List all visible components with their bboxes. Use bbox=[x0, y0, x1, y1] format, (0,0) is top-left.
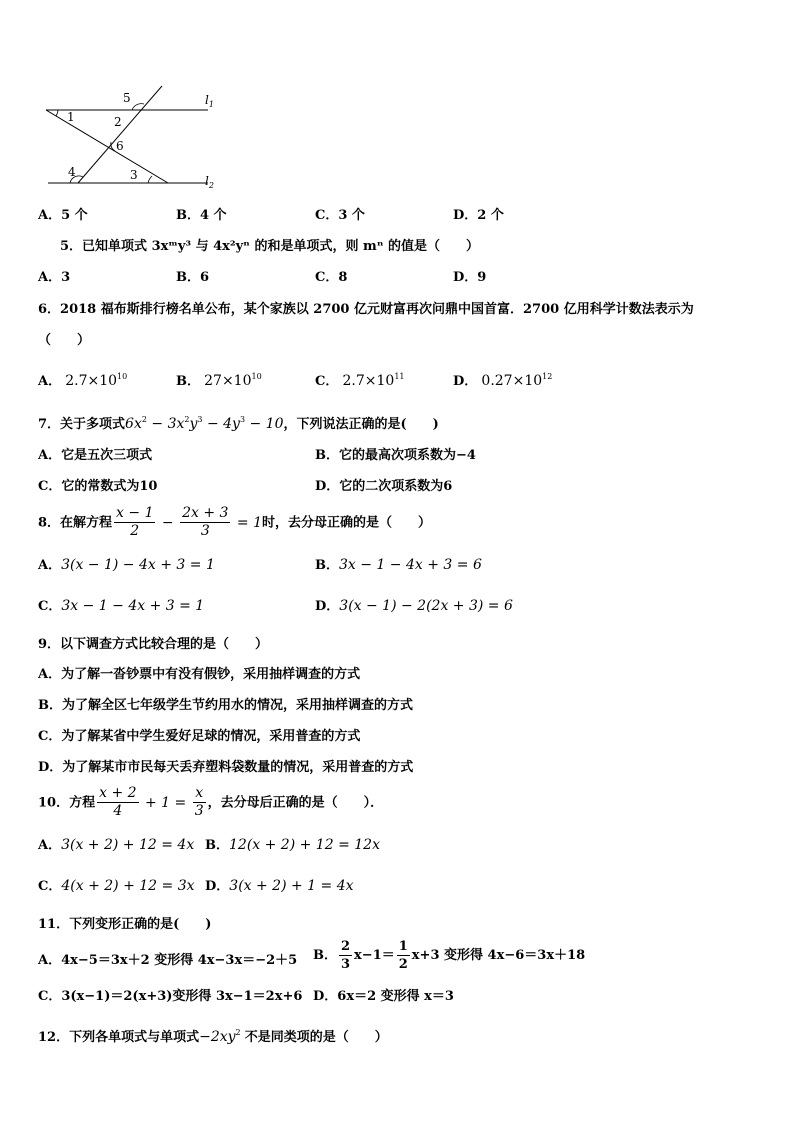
q4-option-d: D．2 个 bbox=[453, 208, 504, 223]
q9-option-a: A．为了解一沓钞票中有没有假钞，采用抽样调查的方式 bbox=[38, 667, 361, 682]
q6-option-c: C． $2.7\times 10^{11}$ bbox=[315, 372, 405, 389]
angle-label-3: 3 bbox=[130, 168, 138, 182]
parallel-lines-figure bbox=[40, 84, 230, 194]
q8-option-d: D．3(x − 1) − 2(2x + 3) = 6 bbox=[315, 598, 513, 614]
q7-option-d: D．它的二次项系数为6 bbox=[315, 479, 453, 494]
q6-option-b: B． $27\times 10^{10}$ bbox=[176, 372, 262, 389]
q10-option-a: A．3(x + 2) + 12 = 4x bbox=[38, 837, 195, 853]
q9-option-b: B．为了解全区七年级学生节约用水的情况，采用抽样调查的方式 bbox=[38, 698, 413, 713]
q4-option-c: C．3 个 bbox=[315, 208, 365, 223]
q8-stem: 8．在解方程 $\frac{x - 1}{2}$ − $\frac{2x + 3}{3}$ = 1时，去分母正确的是（ ） bbox=[38, 505, 432, 539]
angle-label-2: 2 bbox=[114, 115, 122, 129]
line-label-l2: $l_2$ bbox=[205, 174, 214, 190]
q11-option-a: A．4x−5＝3x＋2 变形得 4x−3x＝−2＋5 bbox=[38, 953, 298, 968]
q5-option-b: B．6 bbox=[176, 270, 210, 285]
q8-option-b: B．3x − 1 − 4x + 3 = 6 bbox=[315, 557, 482, 573]
q11-option-d: D．6x＝2 变形得 x＝3 bbox=[313, 989, 454, 1004]
q6-stem-line2: （ ） bbox=[38, 333, 91, 348]
q11-stem: 11．下列变形正确的是( ) bbox=[38, 917, 212, 932]
q5-option-c: C．8 bbox=[315, 270, 348, 285]
q10-stem: 10．方程 $\frac{x + 2}{4}$ + 1 = $\frac{x}{3}$ ，去分母后正确的是（ ）． bbox=[38, 785, 384, 819]
q7-stem: 7．关于多项式$6x^2 - 3x^2y^3 - 4y^3 - 10$，下列说法正确的是( ) bbox=[38, 415, 439, 432]
q4-option-a: A．5 个 bbox=[38, 208, 88, 223]
transversal-2 bbox=[78, 86, 162, 183]
q6-option-d: D． $0.27\times 10^{12}$ bbox=[453, 372, 553, 389]
angle-label-5: 5 bbox=[123, 91, 131, 105]
q10-option-c: C．4(x + 2) + 12 = 3x bbox=[38, 878, 195, 894]
q5-stem: 5．已知单项式 3xᵐy³ 与 4x²yⁿ 的和是单项式，则 mⁿ 的值是（ ） bbox=[60, 239, 480, 254]
q11-option-b: B． $\frac{2}{3}$ x−1＝ $\frac{1}{2}$ x+3 变形得 4x−6＝3x＋18 bbox=[313, 939, 586, 972]
angle-label-1: 1 bbox=[67, 110, 75, 124]
q6-stem-line1: 6．2018 福布斯排行榜名单公布，某个家族以 2700 亿元财富再次问鼎中国首富．2700 亿用科学计数法表示为 bbox=[38, 302, 694, 317]
q6-option-a: A． $2.7\times 10^{10}$ bbox=[38, 372, 128, 389]
q5-option-d: D．9 bbox=[453, 270, 487, 285]
angle-label-4: 4 bbox=[68, 165, 76, 179]
q7-polynomial: $6x^2 - 3x^2y^3 - 4y^3 - 10$ bbox=[125, 415, 284, 432]
q10-option-b: B．12(x + 2) + 12 = 12x bbox=[205, 837, 380, 853]
angle-arc-1 bbox=[56, 110, 58, 116]
q7-option-a: A．它是五次三项式 bbox=[38, 448, 153, 463]
q10-option-d: D．3(x + 2) + 1 = 4x bbox=[205, 878, 354, 894]
transversal-1 bbox=[46, 110, 168, 183]
q8-option-c: C．3x − 1 − 4x + 3 = 1 bbox=[38, 598, 205, 614]
q7-option-b: B．它的最高次项系数为−4 bbox=[315, 448, 476, 463]
q9-option-c: C．为了解某省中学生爱好足球的情况，采用普查的方式 bbox=[38, 729, 361, 744]
q4-option-b: B．4 个 bbox=[176, 208, 227, 223]
q9-stem: 9．以下调查方式比较合理的是（ ） bbox=[38, 637, 269, 652]
q5-option-a: A．3 bbox=[38, 270, 71, 285]
q11-option-c: C．3(x−1)＝2(x+3)变形得 3x−1＝2x+6 bbox=[38, 989, 303, 1004]
q12-stem: 12．下列各单项式与单项式$-2xy^2$ 不是同类项的是（ ） bbox=[38, 1028, 388, 1045]
q9-option-d: D．为了解某市市民每天丢弃塑料袋数量的情况，采用普查的方式 bbox=[38, 760, 414, 775]
q7-option-c: C．它的常数式为10 bbox=[38, 479, 158, 494]
angle-arc-3 bbox=[148, 176, 152, 183]
q8-option-a: A．3(x − 1) − 4x + 3 = 1 bbox=[38, 557, 215, 573]
angle-label-6: 6 bbox=[116, 139, 124, 153]
line-label-l1: $l_1$ bbox=[205, 93, 214, 109]
